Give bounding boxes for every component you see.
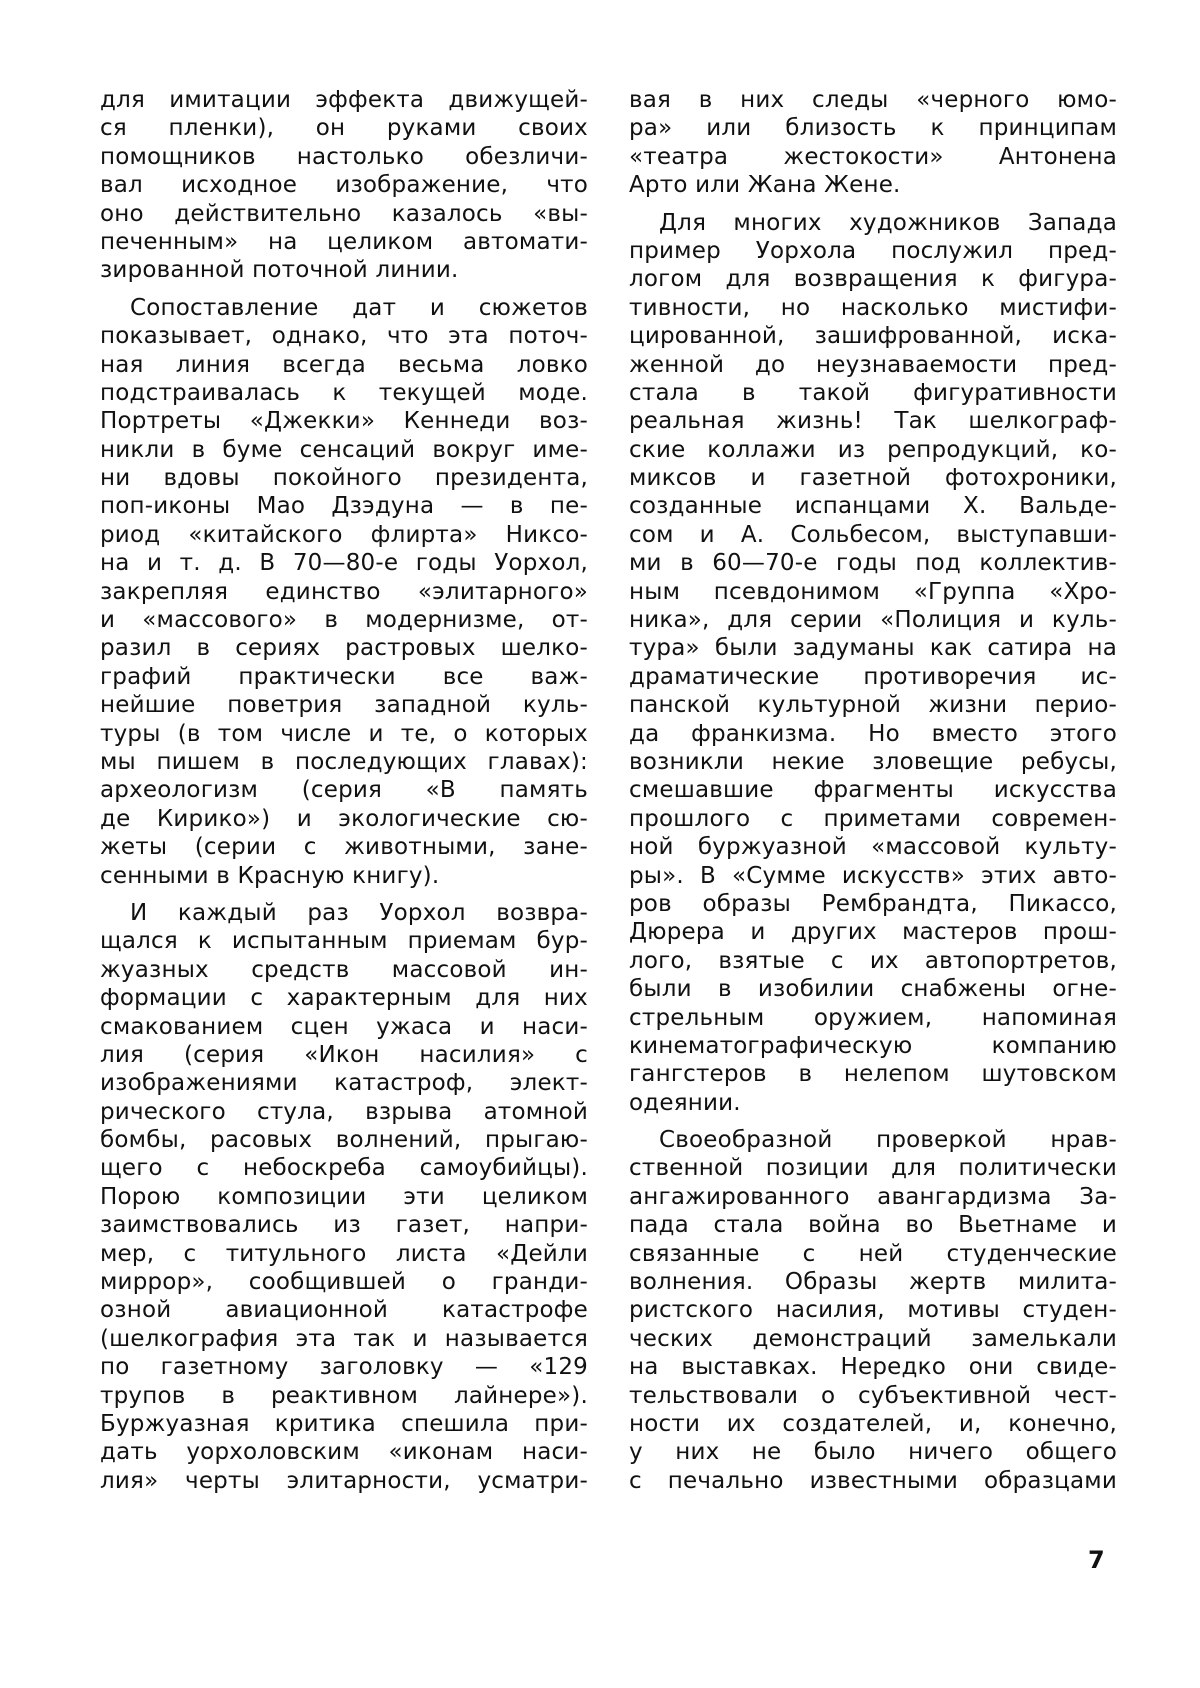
text-line: подстраивалась к текущей моде. [100, 379, 588, 406]
paragraph [100, 294, 588, 890]
text-line: возникли некие зловещие ребусы, [629, 748, 1117, 775]
text-line: сом и А. Сольбесом, выступавши- [629, 521, 1117, 548]
text-line: печенным» на целиком автомати- [100, 228, 588, 255]
text-line: изображениями катастроф, элект- [100, 1070, 588, 1097]
text-line: ческих демонстраций замелькали [629, 1325, 1117, 1352]
text-line: ров образы Рембрандта, Пикассо, [629, 890, 1117, 917]
text-line: ная линия всегда весьма ловко [100, 351, 588, 378]
paragraph [629, 1126, 1117, 1495]
text-line: гангстеров в нелепом шутовском [629, 1061, 1117, 1088]
text-line: пада стала война во Вьетнаме и [629, 1212, 1117, 1239]
text-line: трупов в реактивном лайнере»). [100, 1382, 588, 1409]
text-line: миксов и газетной фотохроники, [629, 465, 1117, 492]
text-line: Для многих художников Запада [659, 209, 1117, 236]
text-line: панской культурной жизни перио- [629, 692, 1117, 719]
text-line: вая в них следы «черного юмо- [629, 87, 1117, 113]
text-line: с печально известными образцами [629, 1467, 1117, 1494]
text-line: лия» черты элитарности, усматри- [100, 1467, 588, 1494]
text-line: драматические противоречия ис- [629, 663, 1117, 690]
text-line: мер, с титульного листа «Дейли [100, 1240, 588, 1267]
text-line: лого, взятые с их автопортретов, [629, 947, 1117, 974]
page-number: 7 [1088, 1546, 1105, 1574]
text-line: археологизм (серия «В память [100, 777, 588, 804]
text-line: (шелкография эта так и называется [100, 1325, 588, 1352]
text-line: кинематографическую компанию [629, 1032, 1117, 1059]
text-line: смешавшие фрагменты искусства [629, 777, 1117, 804]
text-line: вал исходное изображение, что [100, 172, 588, 199]
text-line: ра» или близость к принципам [629, 115, 1117, 142]
text-line: закрепляя единство «элитарного» [100, 578, 588, 605]
text-line: озной авиационной катастрофе [100, 1297, 588, 1324]
paragraph [100, 899, 588, 1495]
text-line: реальная жизнь! Так шелкограф- [629, 408, 1117, 435]
text-line: ми в 60—70-е годы под коллектив- [629, 550, 1117, 577]
text-line: были в изобилии снабжены огне- [629, 976, 1117, 1003]
text-line: рического стула, взрыва атомной [100, 1098, 588, 1125]
text-line: связанные с ней студенческие [629, 1240, 1117, 1267]
text-line: бомбы, расовых волнений, прыгаю- [100, 1127, 588, 1154]
text-line: помощников настолько обезличи- [100, 143, 588, 170]
text-line: миррор», сообщившей о гранди- [100, 1269, 588, 1296]
text-line: ся пленки), он руками своих [100, 115, 588, 142]
text-line: созданные испанцами Х. Вальде- [629, 493, 1117, 520]
text-line: ной буржуазной «массовой культу- [629, 834, 1117, 861]
right-text-column [629, 86, 1117, 1495]
text-line: «театра жестокости» Антонена [629, 143, 1117, 170]
left-text-column [100, 86, 588, 1495]
text-line: заимствовались из газет, напри- [100, 1212, 588, 1239]
text-line: дать уорхоловским «иконам наси- [100, 1439, 588, 1466]
text-line: ры». В «Сумме искусств» этих авто- [629, 862, 1117, 889]
text-line: щего с небоскреба самоубийцы). [100, 1155, 588, 1182]
text-line: одеянии. [629, 1089, 741, 1116]
text-line: женной до неузнаваемости пред- [629, 351, 1117, 378]
text-line: тивности, но насколько мистифи- [629, 294, 1117, 321]
text-line: у них не было ничего общего [629, 1439, 1117, 1466]
text-line: поп-иконы Мао Дзэдуна — в пе- [100, 493, 588, 520]
text-line: по газетному заголовку — «129 [100, 1354, 588, 1381]
text-line: пример Уорхола послужил пред- [629, 237, 1117, 264]
text-line: туры (в том числе и те, о которых [100, 720, 588, 747]
text-line: Арто или Жана Жене. [629, 172, 901, 199]
text-line: смакованием сцен ужаса и наси- [100, 1013, 588, 1040]
text-line: оно действительно казалось «вы- [100, 200, 588, 227]
text-line: на и т. д. В 70—80-е годы Уорхол, [100, 550, 588, 577]
text-line: стала в такой фигуративности [629, 379, 1117, 406]
text-line: ственной позиции для политически [629, 1155, 1117, 1182]
text-line: показывает, однако, что эта поточ- [100, 323, 588, 350]
text-line: Дюрера и других мастеров прош- [629, 919, 1117, 946]
text-line: И каждый раз Уорхол возвра- [130, 899, 588, 926]
text-line: лия (серия «Икон насилия» с [100, 1041, 588, 1068]
text-line: тура» были задуманы как сатира на [629, 635, 1117, 662]
text-line: ские коллажи из репродукций, ко- [629, 436, 1117, 463]
text-line: зированной поточной линии. [100, 257, 459, 284]
text-line: ника», для серии «Полиция и куль- [629, 607, 1117, 634]
text-line: жуазных средств массовой ин- [100, 956, 588, 983]
text-line: прошлого с приметами современ- [629, 805, 1117, 832]
text-line: Своеобразной проверкой нрав- [659, 1127, 1117, 1154]
text-line: жеты (серии с животными, зане- [100, 834, 588, 861]
text-line: для имитации эффекта движущей- [100, 87, 588, 113]
text-line: щался к испытанным приемам бур- [100, 928, 588, 955]
paragraph [100, 86, 588, 285]
text-line: ни вдовы покойного президента, [100, 465, 588, 492]
text-line: логом для возвращения к фигура- [629, 266, 1117, 293]
text-line: на выставках. Нередко они свиде- [629, 1354, 1117, 1381]
text-line: графий практически все важ- [100, 663, 588, 690]
paragraph [629, 209, 1117, 1118]
text-line: де Кирико») и экологические сю- [100, 805, 588, 832]
text-line: ристского насилия, мотивы студен- [629, 1297, 1117, 1324]
text-line: мы пишем в последующих главах): [100, 748, 588, 775]
text-line: сенными в Красную книгу). [100, 862, 440, 889]
text-line: и «массового» в модернизме, от- [100, 607, 588, 634]
text-line: да франкизма. Но вместо этого [629, 720, 1117, 747]
text-line: Буржуазная критика спешила при- [100, 1410, 588, 1437]
text-line: риод «китайского флирта» Никсо- [100, 521, 588, 548]
text-line: Сопоставление дат и сюжетов [130, 294, 588, 321]
text-line: Портреты «Джекки» Кеннеди воз- [100, 408, 588, 435]
text-line: ангажированного авангардизма За- [629, 1183, 1117, 1210]
text-line: волнения. Образы жертв милита- [629, 1269, 1117, 1296]
text-line: никли в буме сенсаций вокруг име- [100, 436, 588, 463]
text-line: стрельным оружием, напоминая [629, 1004, 1117, 1031]
text-line: разил в сериях растровых шелко- [100, 635, 588, 662]
paragraph [629, 86, 1117, 200]
text-line: нейшие поветрия западной куль- [100, 692, 588, 719]
text-line: тельствовали о субъективной чест- [629, 1382, 1117, 1409]
text-line: формации с характерным для них [100, 985, 588, 1012]
text-line: Порою композиции эти целиком [100, 1183, 588, 1210]
text-line: цированной, зашифрованной, иска- [629, 323, 1117, 350]
text-line: ным псевдонимом «Группа «Хро- [629, 578, 1117, 605]
text-line: ности их создателей, и, конечно, [629, 1410, 1117, 1437]
